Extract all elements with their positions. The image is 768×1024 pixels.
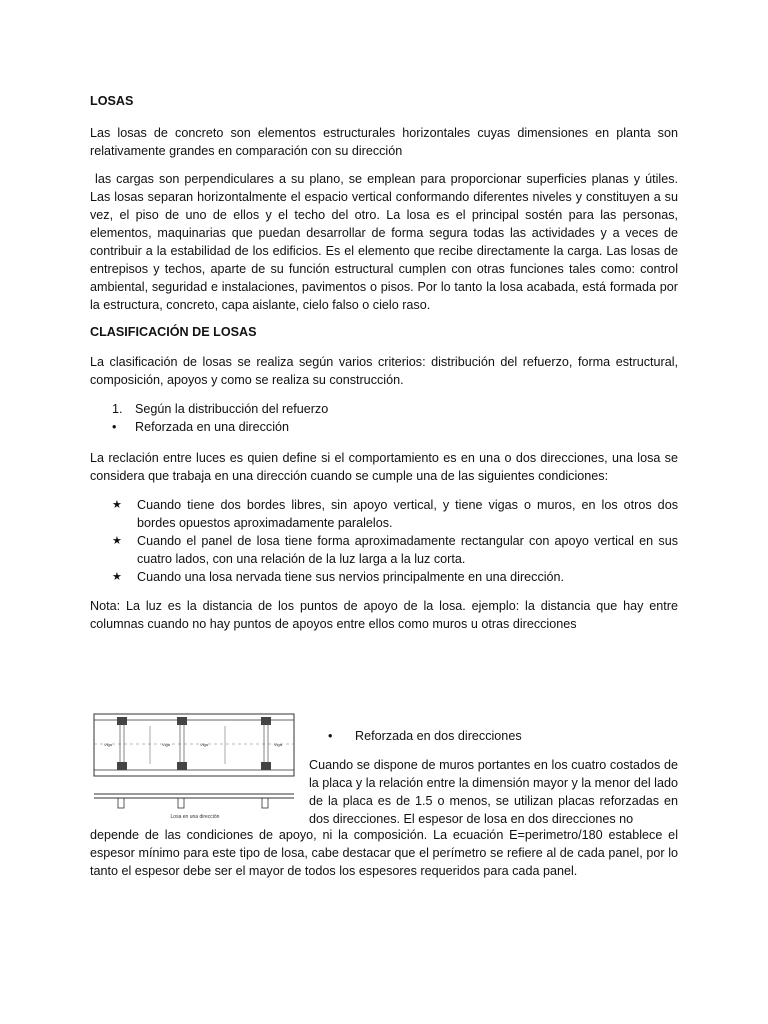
list-item-text: Según la distribucción del refuerzo [135,402,329,416]
paragraph-two-way-wrapped: Cuando se dispone de muros portantes en los cuatro costados de la placa y la relación entre la dimensión mayor y la menor del lado de la placa es de 1.5 o menos, se utilizan placas reforzadas en dos direcciones. El espesor de losa en dos direcciones no [309,758,678,826]
list-item [112,568,678,586]
diagram-caption: Losa en una dirección [170,814,220,820]
paragraph-span-relation: La reclación entre luces es quien define si el comportamiento es en una o dos direcciones, una losa se considera que trabaja en una dirección cuando se cumple una de las siguientes condiciones: [90,451,678,483]
star-icon: ★ [112,499,122,511]
criteria-list [90,400,650,436]
list-item-two-way [328,727,522,745]
slab-diagram-svg [90,710,300,822]
diagram-label: Viga [104,742,112,747]
conditions-list [112,496,678,586]
title-heading: LOSAS [90,94,134,108]
one-way-slab-diagram-icon [90,710,300,822]
list-item [112,496,678,532]
list-item [112,532,678,568]
list-marker: • [112,420,117,434]
paragraph-intro: Las losas de concreto son elementos estructurales horizontales cuyas dimensiones en planta son relativamente grandes en comparación con su dirección [90,126,678,158]
paragraph-classification: La clasificación de losas se realiza según varios criterios: distribución del refuerzo, forma estructural, composición, apoyos y como se realiza su construcción. [90,355,678,387]
list-marker: 1. [112,402,123,416]
diagram-label: Viga [162,742,170,747]
list-item-text: Reforzada en una dirección [135,420,290,434]
star-icon: ★ [112,571,122,583]
list-item-text: Cuando una losa nervada tiene sus nervios principalmente en una dirección. [137,570,565,584]
paragraph-loads: las cargas son perpendiculares a su plano, se emplean para proporcionar superficies planas y útiles. Las losas separan horizontalmente el espacio vertical conformando diferentes niveles y constituyen a su vez, el piso de uno de ellos y el techo del otro. La losa es el principal sostén para las personas, elementos, maquinarias que puedan desarrollar de forma segura todas las actividades y a veces de contribuir a la estabilidad de los edificios. Es el elemento que recibe directamente la carga. Las losas de entrepisos y techos, aparte de su función estructural cumplen con otras funciones tales como: control ambiental, seguridad e instalaciones, pavimentos o pisos. Por lo tanto la losa acabada, está formada por la estructura, concreto, capa aislante, cielo falso o cielo raso. [90,172,682,312]
star-icon: ★ [112,535,122,547]
list-item-text: Cuando el panel de losa tiene forma aproximadamente rectangular con apoyo vertical en sus cuatro lados, con una relación de la luz larga a la luz corta. [137,534,678,566]
list-item-text: Reforzada en dos direcciones [355,729,522,743]
diagram-label: Viga [274,742,282,747]
list-marker: • [328,729,333,743]
list-item-text: Cuando tiene dos bordes libres, sin apoyo vertical, y tiene vigas o muros, en los otros dos bordes opuestos aproximadamente paralelos. [137,498,678,530]
paragraph-note: Nota: La luz es la distancia de los puntos de apoyo de la losa. ejemplo: la distancia que hay entre columnas cuando no hay puntos de apoyos entre ellos como muros u otras direcciones [90,599,678,631]
diagram-label: Viga [200,742,208,747]
list-item [90,400,650,418]
paragraph-two-way-continued: depende de las condiciones de apoyo, ni la composición. La ecuación E=perimetro/180 establece el espesor mínimo para este tipo de losa, cabe destacar que el perímetro se refiere al de cada panel, por lo tanto el espesor debe ser el mayor de todos los espesores requeridos para cada panel. [90,828,678,878]
section-heading-classification: CLASIFICACIÓN DE LOSAS [90,325,257,339]
list-item [90,418,650,436]
